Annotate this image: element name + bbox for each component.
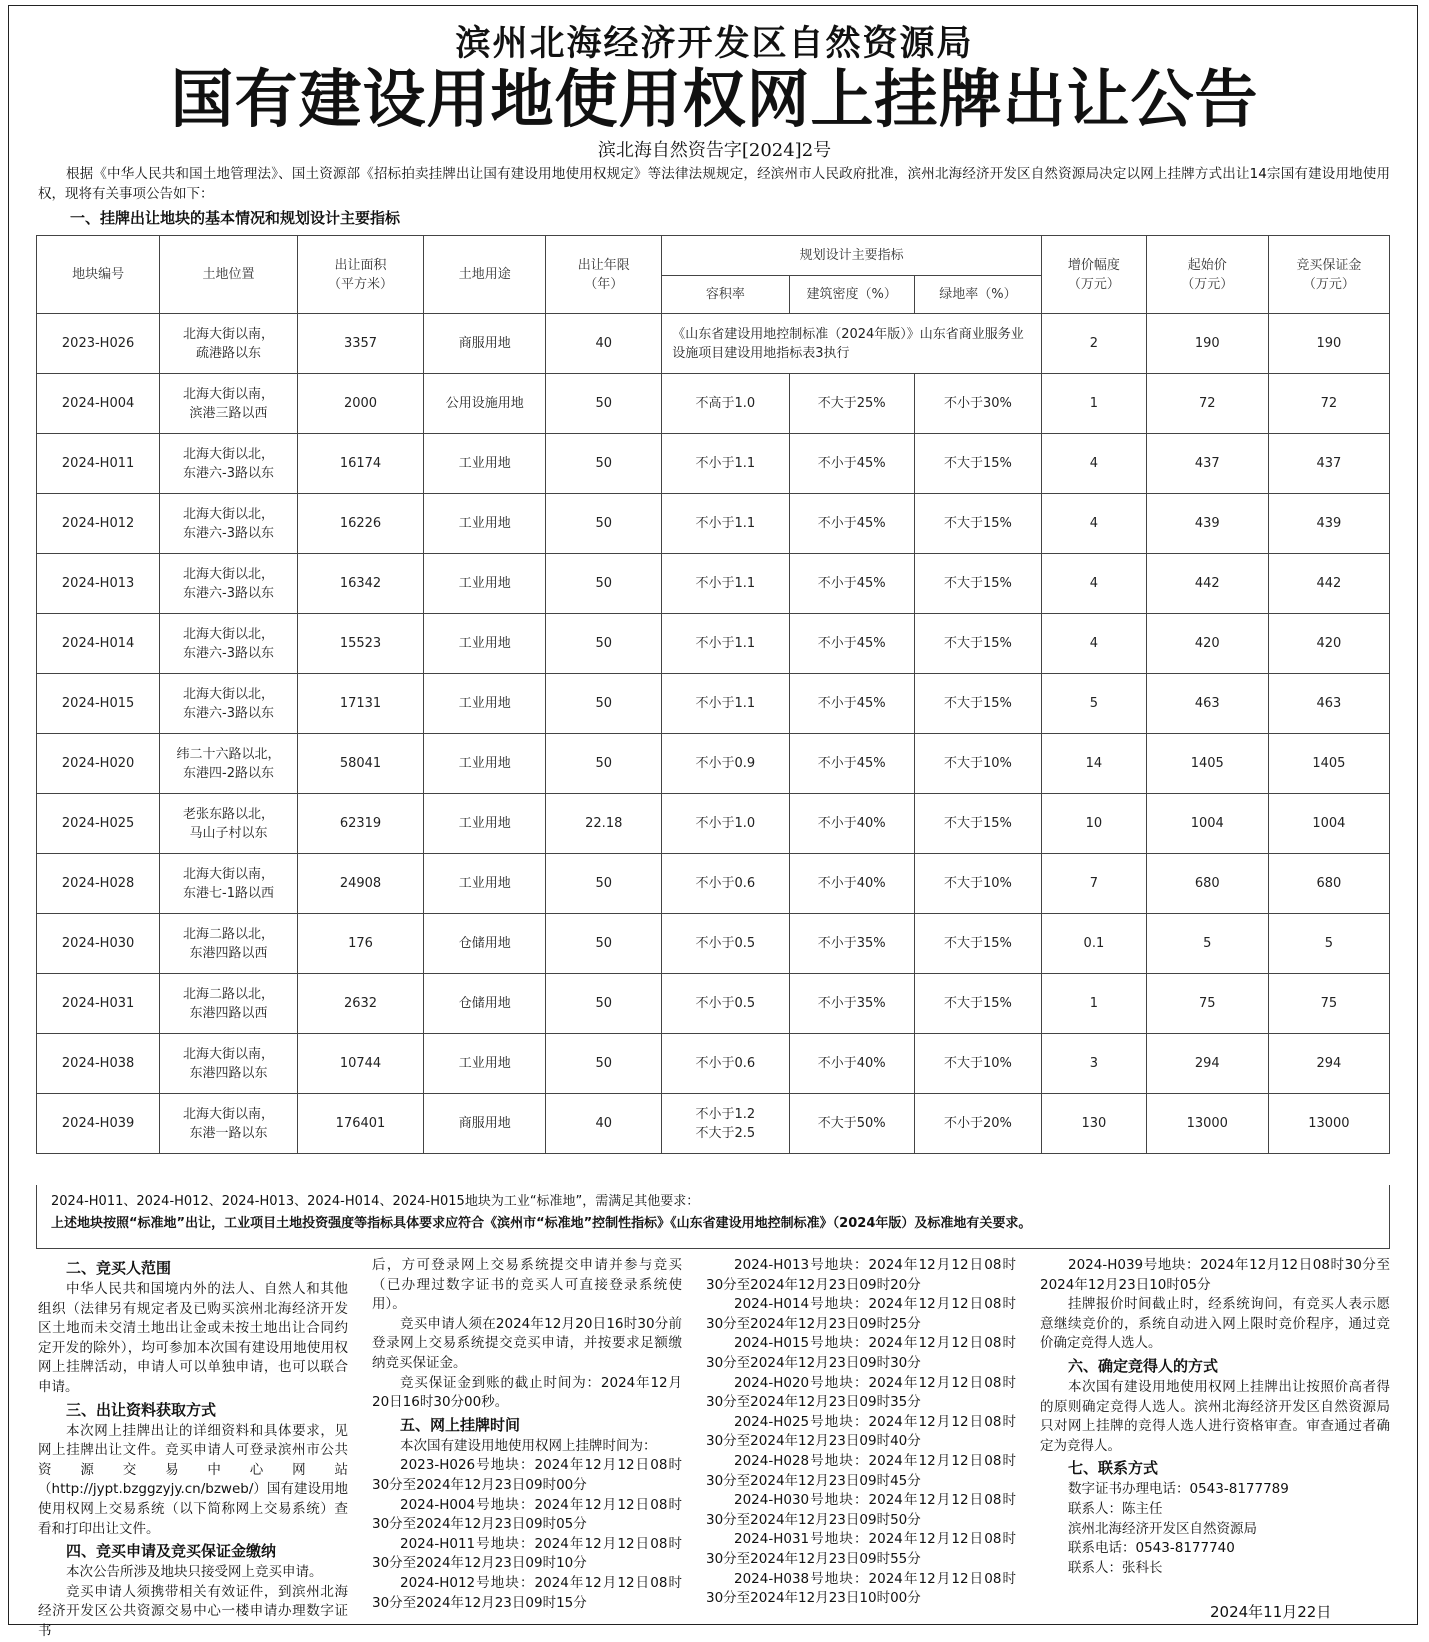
- schedule-item: 2024-H020号地块：2024年12月12日08时30分至2024年12月23日09时35分: [706, 1374, 1016, 1411]
- table-row: [37, 614, 1390, 674]
- section2-heading: 二、竞买人范围: [66, 1259, 172, 1277]
- cell-term: 40: [546, 314, 662, 374]
- header-term: 出让年限 （年）: [546, 236, 662, 314]
- cell-deposit: 75: [1268, 974, 1389, 1034]
- cell-start-price: 75: [1146, 974, 1268, 1034]
- contact-person-2: 联系人：张科长: [1068, 1559, 1163, 1576]
- cell-id: 2024-H012: [37, 494, 160, 554]
- cell-location: 北海大街以北， 东港六-3路以东: [160, 434, 298, 494]
- cell-term: 50: [546, 554, 662, 614]
- cell-green: 不大于15%: [914, 974, 1041, 1034]
- cell-use: 商服用地: [424, 1094, 546, 1154]
- cell-deposit: 1405: [1268, 734, 1389, 794]
- cell-green: 不大于15%: [914, 554, 1041, 614]
- cell-density: 不小于45%: [789, 674, 914, 734]
- cell-far: 不小于1.0: [662, 794, 789, 854]
- cell-increment: 2: [1042, 314, 1147, 374]
- cell-id: 2024-H031: [37, 974, 160, 1034]
- table-row: [37, 494, 1390, 554]
- cell-start-price: 437: [1146, 434, 1268, 494]
- schedule-item: 2024-H014号地块：2024年12月12日08时30分至2024年12月23日09时25分: [706, 1296, 1016, 1332]
- section4-text-a: 本次公告所涉及地块只接受网上竞买申请。: [66, 1564, 323, 1581]
- cell-start-price: 420: [1146, 614, 1268, 674]
- cell-area: 24908: [297, 854, 423, 914]
- section6-text: 本次国有建设用地使用权网上挂牌出让按照价高者得的原则确定竞得人选人。滨州北海经济开发区自然资源局只对网上挂牌的竞得人选人进行资格审查。审查通过者确定为竞得人。: [1040, 1378, 1390, 1454]
- cell-term: 50: [546, 374, 662, 434]
- cell-use: 仓储用地: [424, 914, 546, 974]
- cell-location: 北海大街以北， 东港六-3路以东: [160, 674, 298, 734]
- document-number: 滨北海自然资告字[2024]2号: [597, 140, 832, 161]
- cell-green: 不大于10%: [914, 734, 1041, 794]
- section4-heading: 四、竞买申请及竞买保证金缴纳: [66, 1542, 277, 1561]
- cell-increment: 0.1: [1042, 914, 1147, 974]
- cell-area: 16226: [297, 494, 423, 554]
- cell-green: 不小于30%: [914, 374, 1041, 434]
- header-planning: 规划设计主要指标: [662, 236, 1042, 276]
- cell-green: 不大于10%: [914, 854, 1041, 914]
- cell-increment: 14: [1042, 734, 1147, 794]
- cell-location: 北海二路以北， 东港四路以西: [160, 914, 298, 974]
- header-deposit: 竞买保证金 （万元）: [1268, 236, 1389, 314]
- cell-start-price: 13000: [1146, 1094, 1268, 1154]
- cell-far: 不小于1.1: [662, 674, 789, 734]
- section1-heading: 一、挂牌出让地块的基本情况和规划设计主要指标: [70, 209, 401, 227]
- cell-area: 3357: [297, 314, 423, 374]
- cell-density: 不小于40%: [789, 854, 914, 914]
- cell-term: 50: [546, 674, 662, 734]
- note-line-2: 上述地块按照“标准地”出让，工业项目土地投资强度等指标具体要求应符合《滨州市“标准地”控制性指标》《山东省建设用地控制标准》（2024年版）及标准地有关要求。: [51, 1216, 1032, 1231]
- cell-density: 不小于40%: [789, 794, 914, 854]
- cell-id: 2024-H015: [37, 674, 160, 734]
- table-row: [37, 794, 1390, 854]
- schedule-item: 2024-H013号地块：2024年12月12日08时30分至2024年12月23日09时20分: [706, 1257, 1016, 1293]
- cell-area: 58041: [297, 734, 423, 794]
- cell-far: 不小于0.6: [662, 854, 789, 914]
- cell-start-price: 1405: [1146, 734, 1268, 794]
- section7-heading: 七、联系方式: [1068, 1459, 1159, 1478]
- cell-location: 北海大街以南， 东港七-1路以西: [160, 854, 298, 914]
- cell-deposit: 439: [1268, 494, 1389, 554]
- cell-deposit: 1004: [1268, 794, 1389, 854]
- cell-location: 老张东路以北， 马山子村以东: [160, 794, 298, 854]
- column-1: [38, 1256, 348, 1642]
- cell-area: 16174: [297, 434, 423, 494]
- cell-location: 北海大街以南， 疏港路以东: [160, 314, 298, 374]
- cell-density: 不小于45%: [789, 554, 914, 614]
- column-4: [1040, 1256, 1390, 1578]
- cell-use: 商服用地: [424, 314, 546, 374]
- table-row: [37, 554, 1390, 614]
- schedule-item: 2024-H038号地块：2024年12月12日08时30分至2024年12月23日10时00分: [706, 1570, 1016, 1607]
- notice-title: 国有建设用地使用权网上挂牌出让公告: [170, 63, 1259, 136]
- cell-term: 22.18: [546, 794, 662, 854]
- issuing-org: 滨州北海经济开发区自然资源局: [455, 23, 974, 64]
- header-id: 地块编号: [37, 236, 160, 314]
- section3-text: 本次网上挂牌出让的详细资料和具体要求，见网上挂牌出让文件。竞买申请人可登录滨州市公共资源交易中心网站（http://jypt.bzggzyjy.cn/bzweb/）国有建设用地使用权网上交易系统（以下简称网上交易系统）查看和打印出让文件。: [38, 1422, 348, 1537]
- cell-density: 不小于40%: [789, 1034, 914, 1094]
- cell-density: 不大于25%: [789, 374, 914, 434]
- cell-term: 50: [546, 914, 662, 974]
- cell-increment: 1: [1042, 374, 1147, 434]
- cell-deposit: 463: [1268, 674, 1389, 734]
- cell-term: 50: [546, 614, 662, 674]
- cell-density: 不小于45%: [789, 494, 914, 554]
- bidding-rule-text: 挂牌报价时间截止时，经系统询问，有竞买人表示愿意继续竞价的，系统自动进入网上限时竞价程序，通过竞价确定竞得人选人。: [1040, 1296, 1390, 1352]
- cell-density: 不小于45%: [789, 734, 914, 794]
- cell-use: 工业用地: [424, 434, 546, 494]
- cell-location: 北海大街以北， 东港六-3路以东: [160, 494, 298, 554]
- section4-text-cont: 后，方可登录网上交易系统提交申请并参与竞买（已办理过数字证书的竞买人可直接登录系统使用）。: [372, 1257, 682, 1313]
- cell-term: 50: [546, 494, 662, 554]
- cell-location: 纬二十六路以北， 东港四-2路以东: [160, 734, 298, 794]
- header-start-price: 起始价 （万元）: [1146, 236, 1268, 314]
- cell-deposit: 420: [1268, 614, 1389, 674]
- schedule-item: 2024-H011号地块：2024年12月12日08时30分至2024年12月23日09时10分: [372, 1535, 682, 1572]
- table-row: [37, 314, 1390, 374]
- cell-far: 不小于0.5: [662, 974, 789, 1034]
- schedule-item: 2023-H026号地块：2024年12月12日08时30分至2024年12月23日09时00分: [372, 1457, 682, 1493]
- cell-far: 不小于1.1: [662, 434, 789, 494]
- cell-term: 50: [546, 434, 662, 494]
- cell-use: 工业用地: [424, 554, 546, 614]
- cell-increment: 5: [1042, 674, 1147, 734]
- cell-deposit: 72: [1268, 374, 1389, 434]
- cell-id: 2024-H013: [37, 554, 160, 614]
- cell-id: 2024-H011: [37, 434, 160, 494]
- table-row: [37, 1094, 1390, 1154]
- header-location: 土地位置: [160, 236, 298, 314]
- section4-text-b: 竞买申请人须携带相关有效证件，到滨州北海经济开发区公共资源交易中心一楼申请办理数字证书: [38, 1583, 348, 1639]
- cell-area: 16342: [297, 554, 423, 614]
- header-area: 出让面积 （平方米）: [297, 236, 423, 314]
- notice-date: 2024年11月22日: [1210, 1603, 1332, 1621]
- schedule-item: 2024-H025号地块：2024年12月12日08时30分至2024年12月23日09时40分: [706, 1413, 1016, 1450]
- cell-area: 15523: [297, 614, 423, 674]
- cell-location: 北海大街以南， 东港四路以东: [160, 1034, 298, 1094]
- cell-term: 50: [546, 974, 662, 1034]
- cell-id: 2024-H020: [37, 734, 160, 794]
- cell-far: 不高于1.0: [662, 374, 789, 434]
- cell-location: 北海大街以北， 东港六-3路以东: [160, 554, 298, 614]
- cell-deposit: 5: [1268, 914, 1389, 974]
- table-row: [37, 854, 1390, 914]
- cell-id: 2023-H026: [37, 314, 160, 374]
- table-row: [37, 914, 1390, 974]
- cell-area: 2632: [297, 974, 423, 1034]
- table-row: [37, 974, 1390, 1034]
- cell-location: 北海二路以北， 东港四路以西: [160, 974, 298, 1034]
- cell-green: 不小于20%: [914, 1094, 1041, 1154]
- cell-increment: 7: [1042, 854, 1147, 914]
- cell-density: 不小于45%: [789, 434, 914, 494]
- table-row: [37, 1034, 1390, 1094]
- cell-far: 不小于1.1: [662, 494, 789, 554]
- section5-heading: 五、网上挂牌时间: [400, 1415, 521, 1434]
- schedule-item: 2024-H015号地块：2024年12月12日08时30分至2024年12月23日09时30分: [706, 1335, 1016, 1371]
- cell-term: 50: [546, 854, 662, 914]
- standard-land-note: [36, 1185, 1390, 1249]
- cell-area: 10744: [297, 1034, 423, 1094]
- cell-density: 不小于35%: [789, 914, 914, 974]
- cell-term: 50: [546, 734, 662, 794]
- section5-text: 本次国有建设用地使用权网上挂牌时间为：: [400, 1437, 657, 1454]
- cell-start-price: 190: [1146, 314, 1268, 374]
- cell-use: 工业用地: [424, 794, 546, 854]
- cell-area: 17131: [297, 674, 423, 734]
- cell-far: 不小于0.5: [662, 914, 789, 974]
- cell-green: 不大于15%: [914, 434, 1041, 494]
- cell-deposit: 190: [1268, 314, 1389, 374]
- cell-far: 不小于1.1: [662, 554, 789, 614]
- cell-increment: 4: [1042, 434, 1147, 494]
- cell-increment: 3: [1042, 1034, 1147, 1094]
- cell-location: 北海大街以南， 滨港三路以西: [160, 374, 298, 434]
- schedule-item: 2024-H031号地块：2024年12月12日08时30分至2024年12月23日09时55分: [706, 1531, 1016, 1567]
- cell-indicators: 《山东省建设用地控制标准（2024年版）》山东省商业服务业设施项目建设用地指标表3执行: [662, 314, 1042, 374]
- cell-start-price: 1004: [1146, 794, 1268, 854]
- cell-use: 工业用地: [424, 614, 546, 674]
- table-row: [37, 674, 1390, 734]
- cell-deposit: 437: [1268, 434, 1389, 494]
- cell-deposit: 294: [1268, 1034, 1389, 1094]
- cell-green: 不大于15%: [914, 674, 1041, 734]
- cell-increment: 4: [1042, 494, 1147, 554]
- cell-far: 不小于0.6: [662, 1034, 789, 1094]
- cell-far: 不小于1.2 不大于2.5: [662, 1094, 789, 1154]
- cell-start-price: 294: [1146, 1034, 1268, 1094]
- contact-cert-phone: 数字证书办理电话：0543-8177789: [1068, 1481, 1289, 1498]
- cell-id: 2024-H030: [37, 914, 160, 974]
- cell-use: 工业用地: [424, 734, 546, 794]
- table-row: [37, 374, 1390, 434]
- cell-area: 176: [297, 914, 423, 974]
- cell-increment: 130: [1042, 1094, 1147, 1154]
- cell-increment: 4: [1042, 554, 1147, 614]
- cell-green: 不大于15%: [914, 614, 1041, 674]
- section4-text-d: 竞买保证金到账的截止时间为：2024年12月20日16时30分00秒。: [372, 1374, 682, 1411]
- cell-green: 不大于15%: [914, 494, 1041, 554]
- cell-density: 不小于35%: [789, 974, 914, 1034]
- header-use: 土地用途: [424, 236, 546, 314]
- cell-density: 不大于50%: [789, 1094, 914, 1154]
- cell-area: 176401: [297, 1094, 423, 1154]
- cell-start-price: 442: [1146, 554, 1268, 614]
- cell-id: 2024-H039: [37, 1094, 160, 1154]
- cell-use: 工业用地: [424, 854, 546, 914]
- schedule-item: 2024-H004号地块：2024年12月12日08时30分至2024年12月23日09时05分: [372, 1496, 682, 1533]
- header-green: 绿地率（%）: [914, 276, 1041, 314]
- column-3: [706, 1256, 1016, 1609]
- schedule-item: 2024-H039号地块：2024年12月12日08时30分至2024年12月23日10时05分: [1040, 1257, 1390, 1293]
- cell-start-price: 439: [1146, 494, 1268, 554]
- column-2: [372, 1256, 682, 1613]
- cell-start-price: 5: [1146, 914, 1268, 974]
- header-increment: 增价幅度 （万元）: [1042, 236, 1147, 314]
- cell-start-price: 680: [1146, 854, 1268, 914]
- section2-text: 中华人民共和国境内外的法人、自然人和其他组织（法律另有规定者及已购买滨州北海经济开发区土地而未交清土地出让金或未按土地出让合同约定开发的除外），均可参加本次国有建设用地使用权网上挂牌活动，申请人可以单独申请，也可以联合申请。: [38, 1281, 348, 1395]
- contact-org: 滨州北海经济开发区自然资源局: [1068, 1520, 1257, 1537]
- cell-use: 工业用地: [424, 1034, 546, 1094]
- cell-use: 公用设施用地: [424, 374, 546, 434]
- intro-paragraph: 根据《中华人民共和国土地管理法》、国土资源部《招标拍卖挂牌出让国有建设用地使用权规定》等法律法规规定，经滨州市人民政府批准，滨州北海经济开发区自然资源局决定以网上挂牌方式出让14宗国有建设用地使用权，现将有关事项公告如下：: [38, 166, 1390, 202]
- cell-location: 北海大街以南， 东港一路以东: [160, 1094, 298, 1154]
- cell-green: 不大于10%: [914, 1034, 1041, 1094]
- table-row: [37, 734, 1390, 794]
- cell-term: 40: [546, 1094, 662, 1154]
- cell-area: 2000: [297, 374, 423, 434]
- cell-increment: 10: [1042, 794, 1147, 854]
- cell-start-price: 463: [1146, 674, 1268, 734]
- cell-deposit: 442: [1268, 554, 1389, 614]
- cell-far: 不小于0.9: [662, 734, 789, 794]
- cell-increment: 1: [1042, 974, 1147, 1034]
- contact-phone: 联系电话：0543-8177740: [1068, 1540, 1235, 1557]
- cell-green: 不大于15%: [914, 914, 1041, 974]
- contact-person-1: 联系人：陈主任: [1068, 1500, 1163, 1517]
- cell-use: 仓储用地: [424, 974, 546, 1034]
- header-far: 容积率: [662, 276, 789, 314]
- cell-green: 不大于15%: [914, 794, 1041, 854]
- cell-deposit: 13000: [1268, 1094, 1389, 1154]
- cell-id: 2024-H004: [37, 374, 160, 434]
- schedule-item: 2024-H028号地块：2024年12月12日08时30分至2024年12月23日09时45分: [706, 1452, 1016, 1489]
- note-line-1: 2024-H011、2024-H012、2024-H013、2024-H014、2024-H015地块为工业“标准地”，需满足其他要求：: [51, 1194, 700, 1209]
- cell-id: 2024-H038: [37, 1034, 160, 1094]
- cell-far: 不小于1.1: [662, 614, 789, 674]
- cell-increment: 4: [1042, 614, 1147, 674]
- cell-density: 不小于45%: [789, 614, 914, 674]
- section3-heading: 三、出让资料获取方式: [66, 1400, 217, 1419]
- cell-deposit: 680: [1268, 854, 1389, 914]
- cell-id: 2024-H028: [37, 854, 160, 914]
- cell-location: 北海大街以北， 东港六-3路以东: [160, 614, 298, 674]
- schedule-item: 2024-H012号地块：2024年12月12日08时30分至2024年12月23日09时15分: [372, 1574, 682, 1611]
- section6-heading: 六、确定竞得人的方式: [1068, 1356, 1219, 1375]
- cell-term: 50: [546, 1034, 662, 1094]
- header-density: 建筑密度（%）: [789, 276, 914, 314]
- land-parcel-table: [36, 235, 1390, 1154]
- cell-id: 2024-H014: [37, 614, 160, 674]
- table-row: [37, 434, 1390, 494]
- cell-use: 工业用地: [424, 494, 546, 554]
- section4-text-c: 竞买申请人须在2024年12月20日16时30分前登录网上交易系统提交竞买申请，并按要求足额缴纳竞买保证金。: [372, 1315, 682, 1371]
- cell-id: 2024-H025: [37, 794, 160, 854]
- cell-use: 工业用地: [424, 674, 546, 734]
- cell-start-price: 72: [1146, 374, 1268, 434]
- schedule-item: 2024-H030号地块：2024年12月12日08时30分至2024年12月23日09时50分: [706, 1492, 1016, 1528]
- cell-area: 62319: [297, 794, 423, 854]
